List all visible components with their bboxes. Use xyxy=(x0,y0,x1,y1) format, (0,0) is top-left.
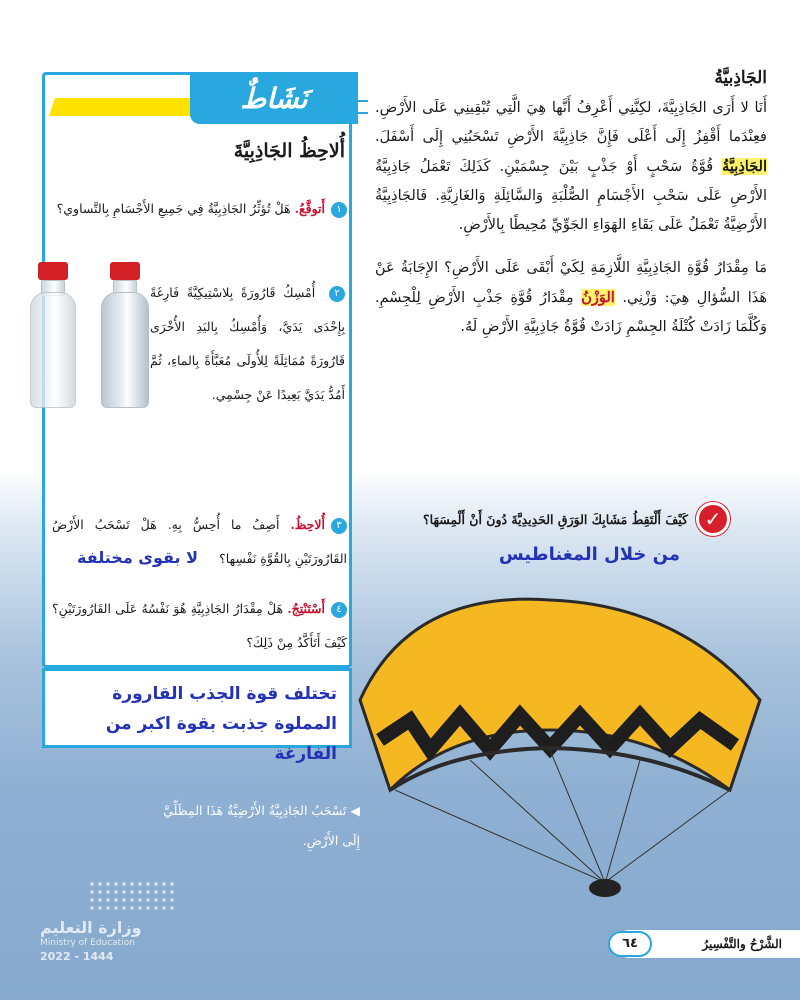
page-number: ٦٤ xyxy=(608,931,652,957)
empty-bottle xyxy=(28,262,80,412)
activity-banner: نَشَاطٌ xyxy=(190,72,358,124)
article-heading: الجَاذِبيَّةُ xyxy=(714,68,767,88)
activity-step-2 xyxy=(150,276,345,412)
ministry-name-ar: وزارة التعليم xyxy=(40,918,142,937)
parachute-illustration xyxy=(350,580,790,910)
ministry-logo xyxy=(40,880,190,970)
check-icon: ✓ xyxy=(696,502,730,536)
step-number: ٢ xyxy=(329,286,345,302)
section-label: الشَّرْحُ والتَّفْسِيرُ xyxy=(702,937,782,951)
article-paragraph-2: مَا مِقْدَارُ قُوَّةِ الجَاذِبِيَّةِ اللَّازِمَةِ لِكَيْ أَبْقَى عَلَى الأَرْضِ؟ الإِجَابَةُ عَنْ هَذَا السُّؤالِ هِيَ: وَزْنِي. الوَزْنُ مِقْدَارُ قُوَّةِ جَذْبِ الأَرْضِ لِلْجِسْمِ. وَكُلَّمَا زَادَتْ كُتْلَةُ الجِسْمِ زَادَتْ قُوَّةُ جَاذِبِيَّةِ الأَرْضِ لَهُ. xyxy=(375,260,768,335)
photo-caption: ◀ تَسْحَبُ الجَاذِبِيَّةُ الأَرْضِيَّةُ هَذَا المِظَلِّيَّ إِلَى الأَرْضِ. xyxy=(163,803,360,848)
step-text: هَلْ تُؤثِّرُ الجَاذِبِيَّةُ فِي جَمِيعِ الأَجْسَامِ بِالتَّساوي؟ xyxy=(56,201,291,216)
filled-bottle xyxy=(98,262,154,412)
caption-arrow-icon: ◀ xyxy=(350,803,360,818)
handwritten-answer-box: تختلف قوة الجذب القارورة المملوة جذبت بقوة اكبر من الفارغة xyxy=(42,668,352,748)
logo-dots xyxy=(88,880,178,914)
handwritten-answer-question: من خلال المغناطيس xyxy=(498,544,680,565)
activity-title: أُلاحِظُ الجَاذِبِيَّةَ xyxy=(233,140,345,162)
article xyxy=(375,68,767,342)
banner-lines-decoration xyxy=(338,100,368,114)
handwritten-answer-step3: لا بقوى مختلفة xyxy=(77,548,198,567)
step-keyword: أَسْتَنْتِجُ. xyxy=(287,601,325,616)
step-text: هَلْ مِقْدَارُ الجَاذِبِيَّةِ هُوَ نَفْسُهُ عَلَى القَارُورَتَيْنِ؟ كَيْفَ أَتَأَكَّدُ مِنْ ذَلِكَ؟ xyxy=(52,601,347,650)
step-keyword: أَتوقَّعُ. xyxy=(294,201,325,216)
step-number: ٣ xyxy=(331,518,347,534)
activity-step-1 xyxy=(52,192,347,226)
parachute-canopy xyxy=(360,599,760,790)
step-keyword: أُلاحِظُ. xyxy=(290,517,325,532)
step-text: أَصِفُ ما أُحِسُّ بِهِ. هَلْ تَسْحَبُ الأَرْضُ القَارُورَتَيْنِ بِالقُوَّةِ نَفْسِها؟ xyxy=(52,517,347,566)
keyword-weight: الوَزْنُ xyxy=(581,289,615,306)
step-number: ٤ xyxy=(331,602,347,618)
step-text: أُمْسِكُ قَارُورَةً بِلاسْتِيكِيَّةً فَارِغَةً بِإِحْدَى يَدَيَّ، وَأُمْسِكُ بِاليَدِ الأُخْرَى قَارُورَةً مُمَاثِلَةً لِلأُولَى مُعَبَّأَةً بِالماءِ، ثُمَّ أَمُدُّ يَدَيَّ بَعِيدًا عَنْ جِسْمِي. xyxy=(150,285,345,402)
keyword-gravity: الجَاذِبِيَّةُ xyxy=(722,158,768,175)
review-question: كَيْفَ أَلْتَقِطُ مَشَابِكَ الوَرَقِ الحَدِيدِيَّةَ دُونَ أَنْ أَلْمِسَهَا؟ xyxy=(423,512,688,527)
activity-step-4 xyxy=(52,592,347,660)
ministry-name-en: Ministry of Education xyxy=(40,938,135,948)
skydiver xyxy=(589,879,621,897)
step-number: ١ xyxy=(331,202,347,218)
article-paragraph-1: أَنَا لا أَرَى الجَاذِبِيَّةَ، لكِنَّنِي أَعْرِفُ أَنَّها هِيَ الَّتِي تُبْقِينِي عَلَى الأَرْضِ. فعِنْدَما أَقْفِزُ إِلَى أَعْلَى فَإِنَّ جَاذِبِيَّةَ الأَرْضِ تَسْحَبُنِي إِلَى أَسْفَلَ. الجَاذِبِيَّةُ قُوَّةُ سَحْبٍ أَوْ جَذْبٍ بَيْنَ جِسْمَيْنِ. كَذَلِكَ تَعْمَلُ جَاذِبِيَّةُ الأَرْضِ عَلَى سَحْبِ الأَجْسَامِ الصُّلْبَةِ وَالسَّائِلَةِ وَالغَازِيَّةِ. فَالجَاذِبِيَّةُ الأَرْضِيَّةُ تَعْمَلُ عَلَى بَقَاءِ الهَوَاءِ الجَوِّيِّ مُحِيطًا بِالأَرْضِ. xyxy=(375,100,768,233)
edition-year: 2022 - 1444 xyxy=(40,950,114,963)
